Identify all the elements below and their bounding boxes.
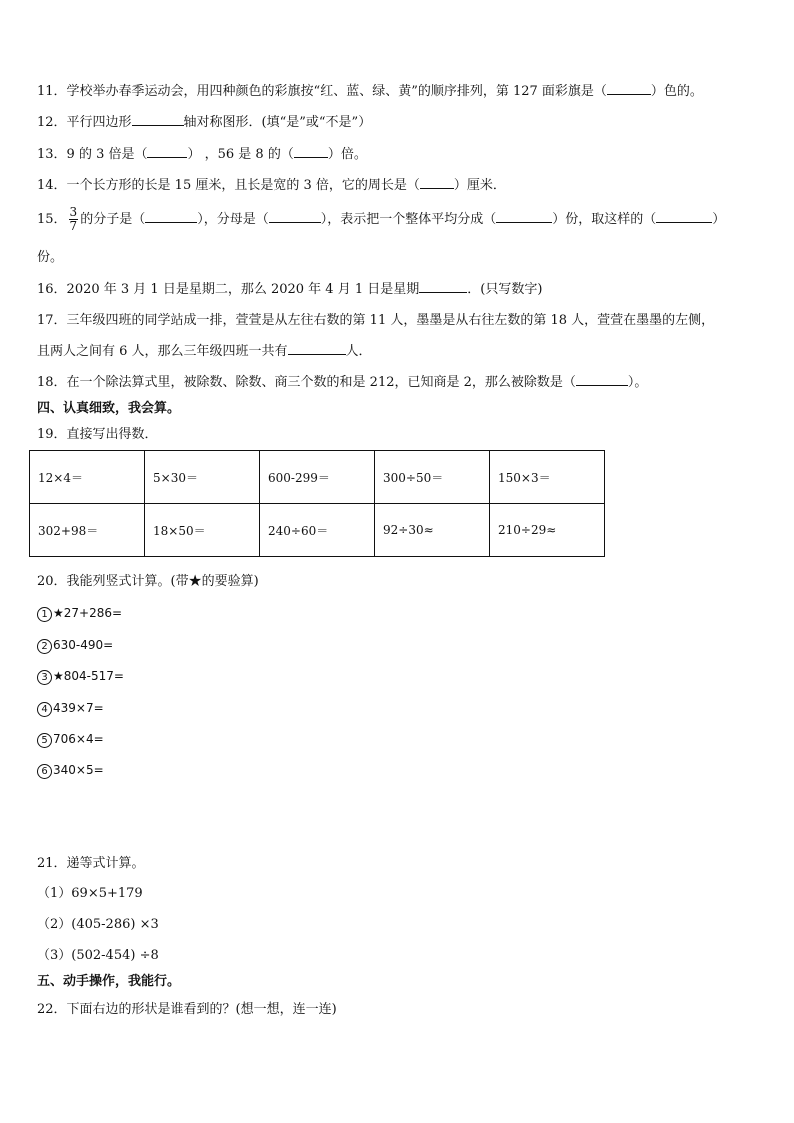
circled-number: 6 (37, 764, 52, 779)
table-row (30, 451, 605, 504)
question-14-text: 14．一个长方形的长是 15 厘米，且长是宽的 3 倍，它的周长是（ (37, 178, 420, 193)
question-15-part1: 的分子是（ (80, 212, 146, 227)
section-5-heading: 五、动手操作，我能行。 (37, 974, 181, 989)
question-14-tail: ）厘米． (453, 178, 506, 193)
question-12-text: 12．平行四边形 (37, 115, 132, 130)
circled-number: 4 (37, 702, 52, 717)
answer-blank[interactable] (496, 210, 552, 223)
question-18-tail: ）。 (627, 375, 648, 390)
table-cell: 210÷29≈ (490, 504, 605, 557)
circled-number: 2 (37, 639, 52, 654)
question-16 (37, 280, 542, 299)
question-21-title: 21．递等式计算。 (37, 856, 145, 871)
circled-number: 1 (37, 607, 52, 622)
question-11-tail: ）色的。 (650, 84, 703, 99)
question-11-text: 11．学校举办春季运动会，用四种颜色的彩旗按“红、蓝、绿、黄”的顺序排列，第 127 面彩旗是（ (37, 84, 607, 99)
step-calc-item: （2）(405-286) ×3 (37, 917, 159, 932)
fraction-numerator: 3 (69, 205, 78, 219)
answer-blank[interactable] (147, 145, 187, 158)
table-cell: 92÷30≈ (375, 504, 490, 557)
answer-blank[interactable] (420, 176, 454, 189)
answer-blank[interactable] (656, 210, 712, 223)
table-cell: 12×4＝ (30, 451, 145, 504)
table-cell: 150×3＝ (490, 451, 605, 504)
question-17-line1: 17．三年级四班的同学站成一排，萱萱是从左往右数的第 11 人，墨墨是从右往左数的第 18 人，萱萱在墨墨的左侧， (37, 313, 715, 328)
question-15-part3: ），表示把一个整体平均分成（ (320, 212, 497, 227)
question-13-part2: ） ，56 是 8 的（ (187, 147, 294, 162)
fraction-denominator: 7 (69, 219, 78, 233)
question-13-part3: ）倍。 (327, 147, 367, 162)
calc-expression: 706×4= (53, 732, 104, 746)
question-15 (37, 204, 725, 236)
vertical-calc-item (37, 636, 113, 654)
vertical-calc-item (37, 730, 104, 748)
fraction (69, 206, 79, 233)
question-15-part4: ）份，取这样的（ (552, 212, 657, 227)
question-12 (37, 113, 371, 132)
question-15-line2: 份。 (37, 250, 64, 265)
calc-expression: ★27+286= (53, 606, 123, 620)
question-17-tail: 人． (345, 344, 372, 359)
vertical-calc-item (37, 761, 104, 779)
vertical-calc-item (37, 699, 104, 717)
answer-blank[interactable] (607, 82, 651, 95)
answer-blank[interactable] (419, 280, 467, 293)
step-calc-item: （3）(502-454) ÷8 (37, 948, 159, 963)
calculation-table (29, 450, 605, 557)
question-17-line2-text: 且两人之间有 6 人，那么三年级四班一共有 (37, 344, 288, 359)
question-22: 22．下面右边的形状是谁看到的？(想一想，连一连) (37, 1002, 337, 1017)
calc-expression: 340×5= (53, 763, 104, 777)
question-19-title: 19．直接写出得数． (37, 427, 158, 442)
answer-blank[interactable] (294, 145, 328, 158)
answer-blank[interactable] (269, 210, 321, 223)
question-17-line2 (37, 342, 372, 361)
question-13-part1: 13．9 的 3 倍是（ (37, 147, 148, 162)
question-20-title: 20．我能列竖式计算。(带★的要验算) (37, 574, 259, 589)
question-15-part2: ），分母是（ (197, 212, 269, 227)
circled-number: 3 (37, 670, 52, 685)
calc-expression: 439×7= (53, 701, 104, 715)
vertical-calc-item (37, 667, 124, 685)
question-16-tail: ．(只写数字) (467, 282, 543, 297)
table-cell: 600-299＝ (260, 451, 375, 504)
answer-blank[interactable] (288, 342, 346, 355)
question-15-prefix: 15． (37, 212, 67, 227)
answer-blank[interactable] (132, 113, 184, 126)
question-12-tail: 轴对称图形．(填“是”或“不是”） (183, 115, 372, 130)
question-11 (37, 82, 703, 101)
answer-blank[interactable] (576, 373, 628, 386)
question-13 (37, 145, 367, 164)
calc-expression: 630-490= (53, 638, 114, 652)
table-cell: 18×50＝ (145, 504, 260, 557)
answer-blank[interactable] (145, 210, 197, 223)
table-cell: 5×30＝ (145, 451, 260, 504)
step-calc-item: （1）69×5+179 (37, 886, 143, 901)
vertical-calc-item (37, 604, 122, 622)
question-14 (37, 176, 506, 195)
question-18-text: 18．在一个除法算式里，被除数、除数、商三个数的和是 212，已知商是 2，那么被除数是（ (37, 375, 576, 390)
table-cell: 300÷50＝ (375, 451, 490, 504)
calc-expression: ★804-517= (53, 669, 124, 683)
table-cell: 240÷60＝ (260, 504, 375, 557)
table-cell: 302+98＝ (30, 504, 145, 557)
question-16-text: 16．2020 年 3 月 1 日是星期二，那么 2020 年 4 月 1 日是星期 (37, 282, 420, 297)
question-15-part5: ） (712, 212, 726, 227)
circled-number: 5 (37, 733, 52, 748)
section-4-heading: 四、认真细致，我会算。 (37, 401, 181, 416)
table-row (30, 504, 605, 557)
question-18 (37, 373, 647, 392)
